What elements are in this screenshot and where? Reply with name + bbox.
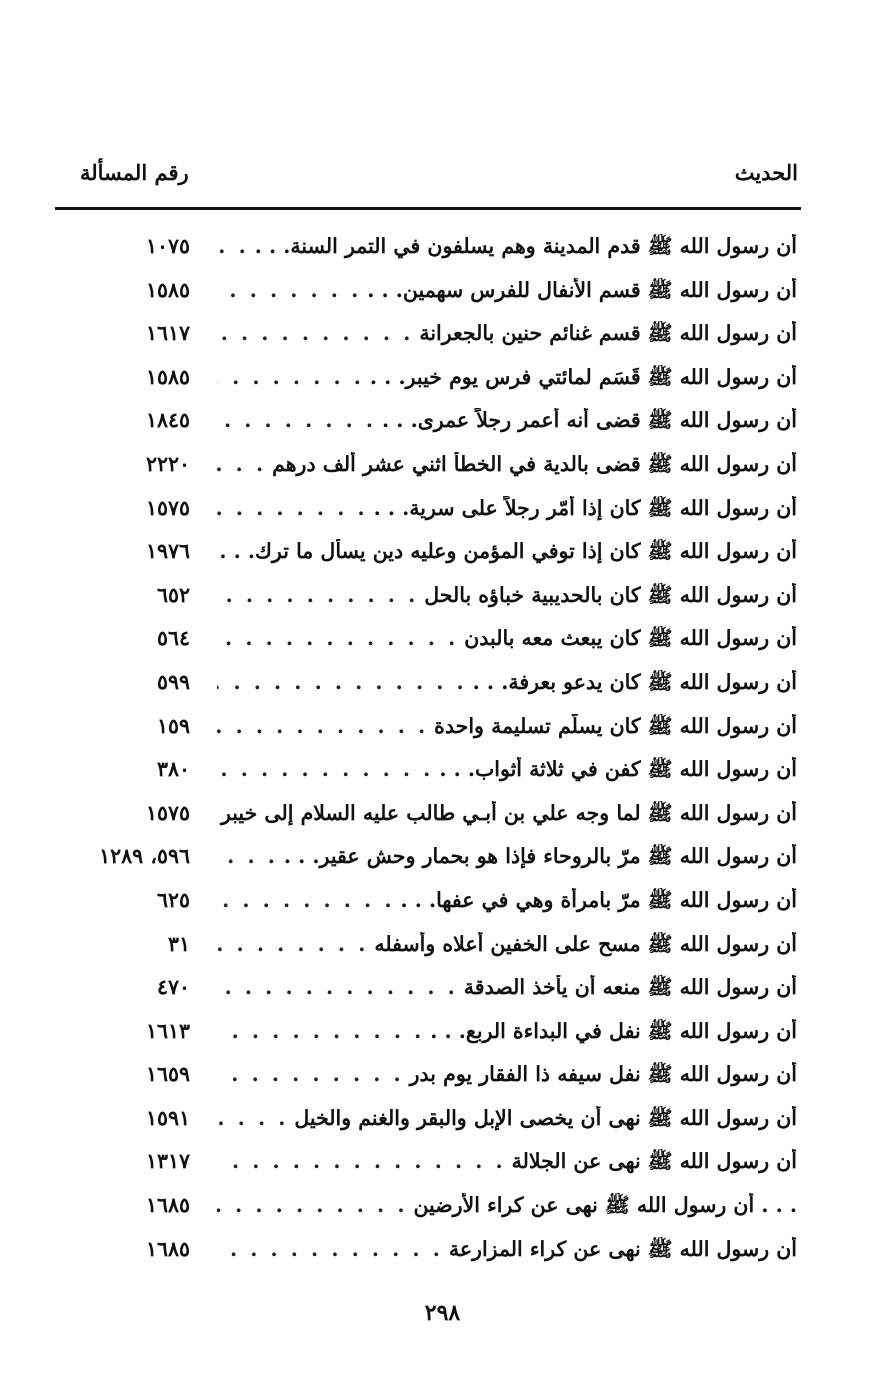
index-entry xyxy=(0,1013,885,1057)
leader-dots xyxy=(217,452,272,476)
leader-dots xyxy=(217,888,400,912)
index-entry xyxy=(0,272,885,316)
hadith-text-cell xyxy=(217,496,797,526)
leader-dots xyxy=(217,714,434,738)
hadith-text: أن رسول الله ﷺ كان بالحديبية خباؤه بالحل xyxy=(424,582,797,607)
hadith-text: أن رسول الله ﷺ نهى عن كراء المزارعة xyxy=(448,1236,797,1261)
table-header xyxy=(60,152,800,192)
issue-number-column-heading: رقم المسألة xyxy=(80,159,189,185)
index-entry xyxy=(0,1100,885,1144)
hadith-text-cell xyxy=(217,234,797,264)
hadith-text-cell xyxy=(217,844,797,874)
hadith-text-cell xyxy=(217,1019,797,1049)
leader-dots xyxy=(217,583,424,607)
hadith-text-cell xyxy=(217,714,797,744)
leader-dots xyxy=(217,670,473,694)
leader-dots xyxy=(217,321,419,345)
index-entry xyxy=(0,359,885,403)
issue-number: ١٥٩ xyxy=(156,713,190,738)
hadith-text-cell xyxy=(217,801,797,831)
index-entry xyxy=(0,490,885,534)
index-entry xyxy=(0,795,885,839)
leader-dots xyxy=(217,408,382,432)
leader-dots xyxy=(217,932,374,956)
hadith-text: أن رسول الله ﷺ مسح على الخفين أعلاه وأسفله xyxy=(374,931,797,956)
hadith-text: أن رسول الله ﷺ كفن في ثلاثة أثواب. . . xyxy=(439,757,797,782)
issue-number: ١٠٧٥ xyxy=(145,234,190,258)
issue-number: ١٩٧٦ xyxy=(145,539,190,564)
hadith-text: أن رسول الله ﷺ كان يسلّم تسليمة واحدة xyxy=(434,713,797,738)
issue-number: ١٦١٧ xyxy=(145,321,190,346)
issue-number: ٥٦٤ xyxy=(156,626,190,651)
hadith-text: أن رسول الله ﷺ لما وجه علي بن أبـي طالب عليه السلام إلى خيبر xyxy=(220,800,797,825)
index-entry xyxy=(0,1056,885,1100)
hadith-text: أن رسول الله ﷺ قضى بالدية في الخطأ اثني عشر ألف درهم xyxy=(272,451,797,476)
leader-dots xyxy=(217,1019,430,1043)
issue-number: ١٥٨٥ xyxy=(145,277,190,302)
index-entry xyxy=(0,1231,885,1275)
hadith-text-cell xyxy=(217,626,797,656)
hadith-text: أن رسول الله ﷺ قسم غنائم حنين بالجعرانة xyxy=(419,321,797,346)
issue-number: ١٦٨٥ xyxy=(145,1193,190,1218)
page-number: ٢٩٨ xyxy=(424,1300,461,1326)
hadith-text-cell xyxy=(217,539,797,569)
index-entry xyxy=(0,708,885,752)
hadith-text-cell xyxy=(217,670,797,700)
hadith-text-cell xyxy=(217,1062,797,1092)
index-entry xyxy=(0,664,885,708)
hadith-text-cell xyxy=(217,975,797,1005)
hadith-text-cell xyxy=(217,365,797,395)
hadith-text-cell xyxy=(217,1149,797,1179)
hadith-text: أن رسول الله ﷺ قضى أنه أعمر رجلاً عمرى. . . xyxy=(382,408,797,433)
index-entry xyxy=(0,969,885,1013)
index-entries xyxy=(0,228,885,1274)
hadith-text: أن رسول الله ﷺ قَسَم لمائتي فرس يوم خيبر. . . xyxy=(369,364,797,389)
hadith-text: أن رسول الله ﷺ مرّ بالروحاء فإذا هو بحمار وحش عقير. . . xyxy=(283,844,797,869)
hadith-text-cell xyxy=(217,932,797,962)
hadith-text-cell xyxy=(217,278,797,308)
leader-dots xyxy=(217,539,219,563)
hadith-text: أن رسول الله ﷺ كان إذا أمّر رجلاً على سرية. . . xyxy=(373,495,797,520)
hadith-text-cell xyxy=(217,1237,797,1267)
hadith-text: . . . أن رسول الله ﷺ نهى عن كراء الأرضين xyxy=(413,1193,797,1218)
issue-number: ١٥٧٥ xyxy=(145,800,190,825)
index-entry xyxy=(0,926,885,970)
hadith-text-cell xyxy=(217,1106,797,1136)
hadith-text-cell xyxy=(217,757,797,787)
hadith-text-cell xyxy=(217,321,797,351)
index-entry xyxy=(0,751,885,795)
hadith-text-cell xyxy=(217,1193,797,1223)
index-entry xyxy=(0,533,885,577)
index-entry xyxy=(0,1187,885,1231)
index-entry xyxy=(0,1143,885,1187)
leader-dots xyxy=(217,234,255,258)
issue-number: ٦٢٥ xyxy=(156,887,190,912)
index-entry xyxy=(0,402,885,446)
hadith-text-cell xyxy=(217,888,797,918)
index-entry xyxy=(0,838,885,882)
issue-number: ١٨٤٥ xyxy=(145,408,190,433)
leader-dots xyxy=(217,365,370,389)
index-entry xyxy=(0,446,885,490)
issue-number: ٥٩٦، ١٢٨٩ xyxy=(99,844,190,869)
hadith-column-heading: الحديث xyxy=(734,159,798,185)
hadith-text: أن رسول الله ﷺ نفل في البداءة الربع. . . xyxy=(430,1018,797,1043)
hadith-text: أن رسول الله ﷺ قدم المدينة وهم يسلفون في التمر السنة. . . xyxy=(254,234,797,258)
issue-number: ١٦١٣ xyxy=(145,1018,190,1043)
hadith-text: أن رسول الله ﷺ قسم الأنفال للفرس سهمين. . . xyxy=(367,277,797,302)
leader-dots xyxy=(217,496,374,520)
issue-number: ٣٨٠ xyxy=(156,757,190,782)
issue-number: ٢٢٢٠ xyxy=(145,451,190,476)
index-entry xyxy=(0,315,885,359)
hadith-text: أن رسول الله ﷺ مرّ بامرأة وهي في عفها. . . xyxy=(400,887,797,912)
leader-dots xyxy=(217,757,439,781)
issue-number: ١٥٩١ xyxy=(145,1105,190,1130)
leader-dots xyxy=(217,844,284,868)
leader-dots xyxy=(217,278,367,302)
index-entry xyxy=(0,882,885,926)
hadith-text: أن رسول الله ﷺ نفل سيفه ذا الفقار يوم بدر xyxy=(409,1062,797,1087)
hadith-text: أن رسول الله ﷺ كان يبعث معه بالبدن xyxy=(464,626,797,651)
leader-dots xyxy=(217,1193,413,1217)
index-entry xyxy=(0,620,885,664)
issue-number: ١٦٨٥ xyxy=(145,1236,190,1261)
hadith-text: أن رسول الله ﷺ نهى أن يخصى الإبل والبقر والغنم والخيل xyxy=(294,1105,797,1130)
leader-dots xyxy=(217,1237,449,1261)
hadith-text-cell xyxy=(217,452,797,482)
hadith-text-cell xyxy=(217,408,797,438)
leader-dots xyxy=(217,626,464,650)
index-entry xyxy=(0,228,885,272)
issue-number: ١٣١٧ xyxy=(145,1149,190,1174)
index-entry xyxy=(0,577,885,621)
issue-number: ١٥٨٥ xyxy=(145,364,190,389)
header-divider xyxy=(55,207,801,210)
issue-number: ٣١ xyxy=(167,931,190,956)
hadith-text: أن رسول الله ﷺ كان إذا توفي المؤمن وعليه دين يسأل ما ترك. . . xyxy=(219,539,797,564)
leader-dots xyxy=(217,1062,410,1086)
leader-dots xyxy=(217,975,464,999)
issue-number: ١٦٥٩ xyxy=(145,1062,190,1087)
hadith-text: أن رسول الله ﷺ منعه أن يأخذ الصدقة xyxy=(463,975,797,1000)
leader-dots xyxy=(217,1106,294,1130)
leader-dots xyxy=(217,1149,512,1173)
issue-number: ١٥٧٥ xyxy=(145,495,190,520)
issue-number: ٥٩٩ xyxy=(156,669,190,694)
hadith-text: أن رسول الله ﷺ كان يدعو بعرفة. . . xyxy=(472,669,797,694)
hadith-text: أن رسول الله ﷺ نهى عن الجلالة xyxy=(511,1149,797,1174)
issue-number: ٤٧٠ xyxy=(156,975,190,1000)
issue-number: ٦٥٢ xyxy=(156,582,190,607)
hadith-text-cell xyxy=(217,583,797,613)
leader-dots xyxy=(217,801,221,825)
